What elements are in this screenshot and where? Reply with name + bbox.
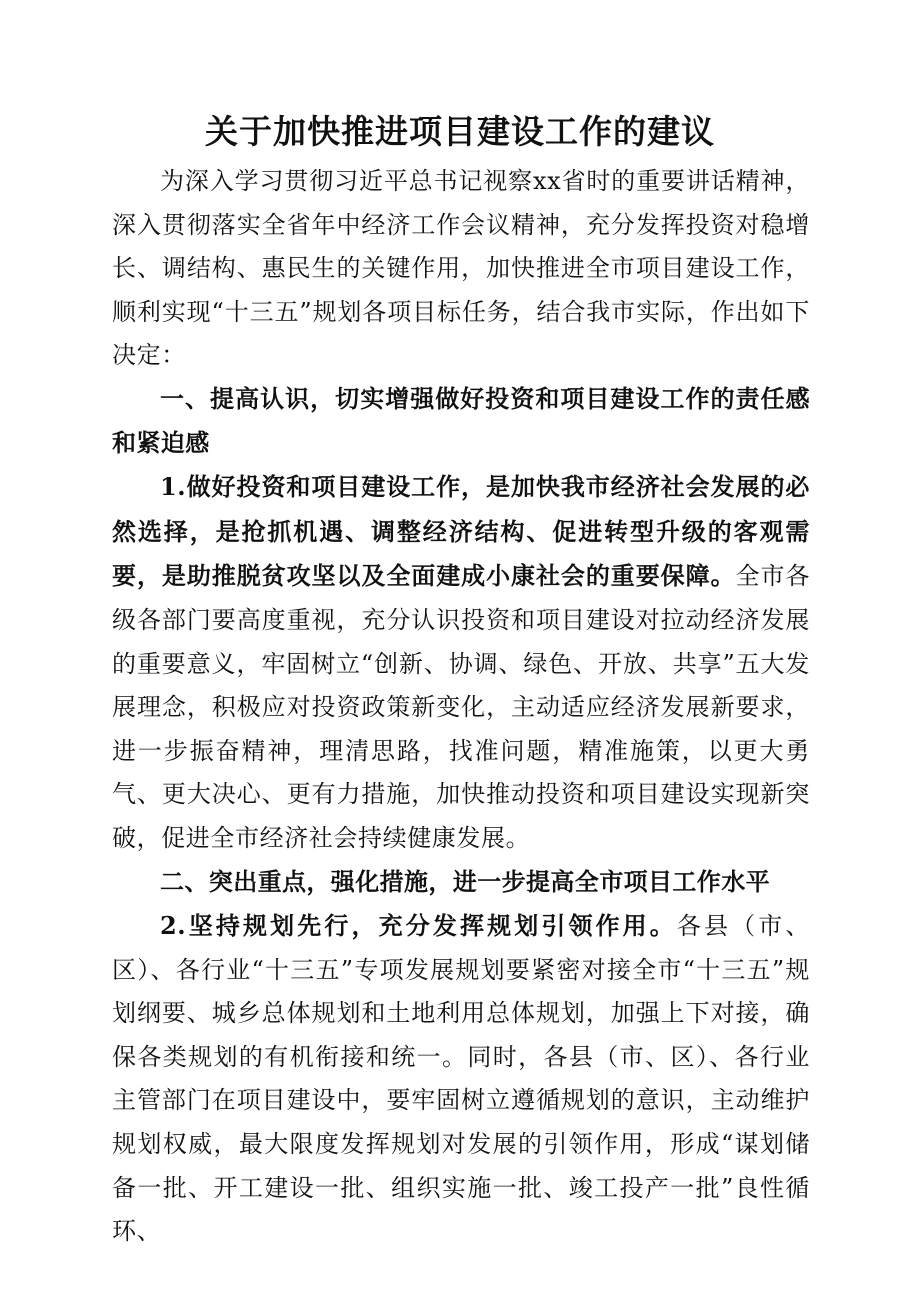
section-2-heading: 二、突出重点，强化措施，进一步提高全市项目工作水平	[160, 867, 770, 896]
item-2-lead: 2.坚持规划先行，充分发挥规划引领作用。	[160, 911, 677, 941]
item-2-body: 各县（市、区）、各行业“十三五”专项发展规划要紧密对接全市“十三五”规划纲要、城乡总体规划和土地利用总体规划，加强上下对接，确保各类规划的有机衔接和统一。同时，各县（市、区）、各行业主管部门在项目建设中，要牢固树立遵循规划的意识，主动维护规划权威，最大限度发挥规划对发展的引领作用，形成“谋划储备一批、开工建设一批、组织实施一批、竣工投产一批”良性循环、	[112, 912, 810, 1246]
document-body	[112, 160, 810, 1254]
document-title: 关于加快推进项目建设工作的建议	[205, 112, 715, 151]
item-2-paragraph	[112, 904, 810, 1254]
item-1-body: 全市各级各部门要高度重视，充分认识投资和项目建设对拉动经济发展的重要意义，牢固树立“创新、协调、绿色、开放、共享”五大发展理念，积极应对投资政策新变化，主动适应经济发展新要求，进一步振奋精神，理清思路，找准问题，精准施策，以更大勇气、更大决心、更有力措施，加快推动投资和项目建设实现新突破，促进全市经济社会持续健康发展。	[112, 562, 810, 852]
item-1-paragraph	[112, 465, 810, 860]
section-1-heading: 一、提高认识，切实增强做好投资和项目建设工作的责任感和紧迫感	[112, 384, 810, 457]
intro-paragraph: 为深入学习贯彻习近平总书记视察xx省时的重要讲话精神，深入贯彻落实全省年中经济工作会议精神，充分发挥投资对稳增长、调结构、惠民生的关键作用，加快推进全市项目建设工作，顺利实现“十三五”规划各项目标任务，结合我市实际，作出如下决定：	[112, 167, 810, 370]
item-1-lead: 1.做好投资和项目建设工作，是加快我市经济社会发展的必然选择，是抢抓机遇、调整经济结构、促进转型升级的客观需要，是助推脱贫攻坚以及全面建成小康社会的重要保障。	[112, 472, 810, 591]
